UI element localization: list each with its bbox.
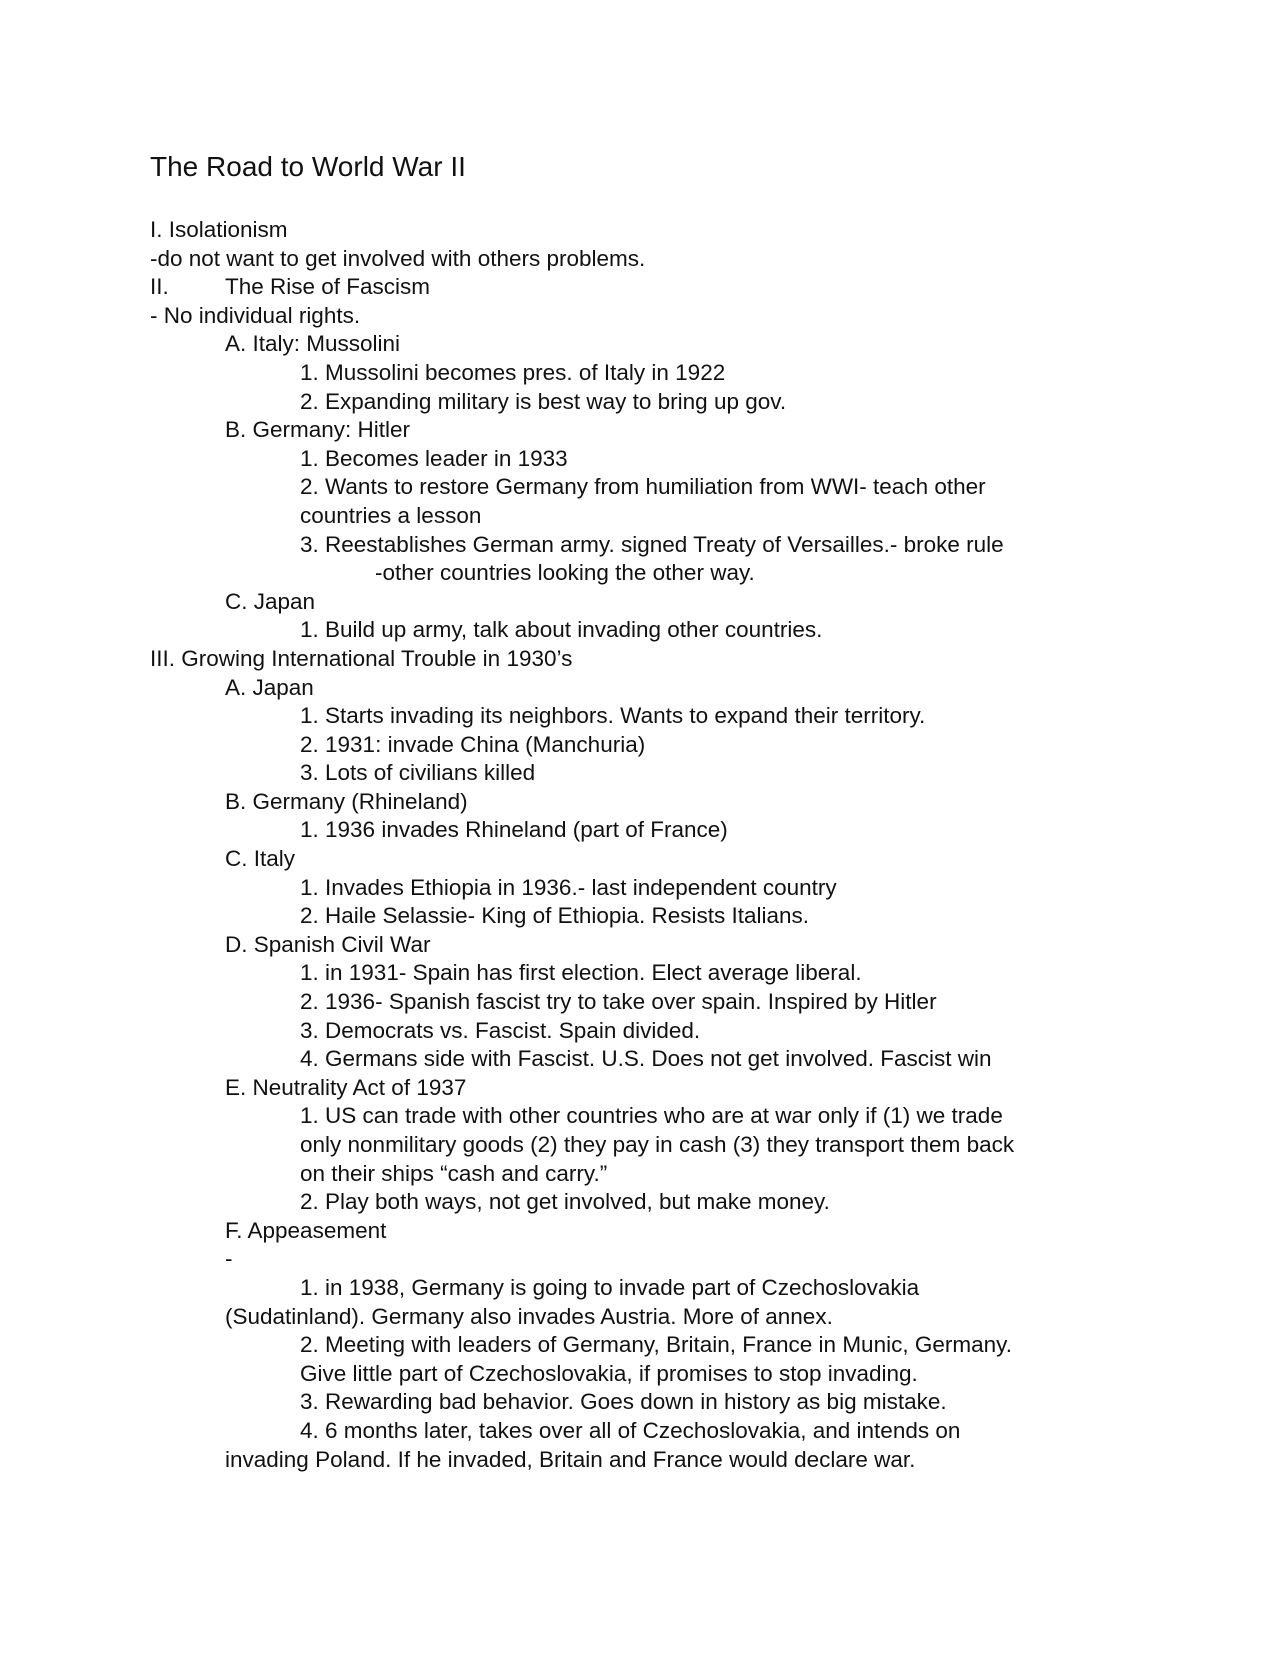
list-item: 1. Build up army, talk about invading other countries. bbox=[300, 617, 823, 643]
list-item-note: -other countries looking the other way. bbox=[375, 560, 755, 586]
list-item: 1. in 1931- Spain has first election. Elect average liberal. bbox=[300, 960, 862, 986]
list-item: 1. Invades Ethiopia in 1936.- last independent country bbox=[300, 874, 837, 900]
list-item: 1. in 1938, Germany is going to invade part of Czechoslovakia bbox=[300, 1274, 920, 1300]
list-item-continuation: on their ships “cash and carry.” bbox=[300, 1160, 608, 1186]
list-item: 1. Starts invading its neighbors. Wants to expand their territory. bbox=[300, 703, 926, 729]
list-item: 1. Mussolini becomes pres. of Italy in 1922 bbox=[300, 359, 726, 385]
section-heading: III. Growing International Trouble in 1930’s bbox=[150, 645, 573, 671]
section-title: The Rise of Fascism bbox=[225, 274, 431, 300]
list-item: 2. 1936- Spanish fascist try to take over spain. Inspired by Hitler bbox=[300, 989, 937, 1015]
document-title: The Road to World War II bbox=[150, 151, 466, 182]
list-item: 2. Wants to restore Germany from humiliation from WWI- teach other bbox=[300, 474, 986, 500]
subsection-heading: D. Spanish Civil War bbox=[225, 931, 431, 957]
list-item: 2. 1931: invade China (Manchuria) bbox=[300, 731, 646, 757]
section-heading: I. Isolationism bbox=[150, 217, 288, 242]
section-number: II. bbox=[150, 274, 169, 300]
subsection-heading: B. Germany: Hitler bbox=[225, 417, 411, 443]
body-line: -do not want to get involved with others problems. bbox=[150, 245, 646, 271]
list-item: 2. Haile Selassie- King of Ethiopia. Resists Italians. bbox=[300, 903, 809, 929]
list-item: 2. Play both ways, not get involved, but make money. bbox=[300, 1189, 830, 1215]
list-item: 4. Germans side with Fascist. U.S. Does not get involved. Fascist win bbox=[300, 1046, 992, 1072]
list-item: 1. 1936 invades Rhineland (part of France) bbox=[300, 817, 728, 843]
list-item: 3. Reestablishes German army. signed Treaty of Versailles.- broke rule bbox=[300, 531, 1004, 557]
subsection-heading: A. Japan bbox=[225, 674, 314, 700]
subsection-heading: A. Italy: Mussolini bbox=[225, 331, 401, 357]
list-item: 1. Becomes leader in 1933 bbox=[300, 445, 568, 471]
list-item-continuation: countries a lesson bbox=[300, 502, 482, 528]
list-item-continuation: Give little part of Czechoslovakia, if promises to stop invading. bbox=[300, 1360, 918, 1386]
list-item: 2. Expanding military is best way to bring up gov. bbox=[300, 388, 787, 414]
list-item: 3. Lots of civilians killed bbox=[300, 760, 536, 786]
list-item: 3. Democrats vs. Fascist. Spain divided. bbox=[300, 1017, 701, 1043]
list-item-continuation: invading Poland. If he invaded, Britain and France would declare war. bbox=[225, 1446, 916, 1472]
list-item-continuation: (Sudatinland). Germany also invades Austria. More of annex. bbox=[225, 1303, 833, 1329]
list-item: 2. Meeting with leaders of Germany, Britain, France in Munic, Germany. bbox=[300, 1332, 1012, 1358]
document-body bbox=[150, 216, 1160, 1474]
body-line: - bbox=[225, 1246, 233, 1272]
body-line: - No individual rights. bbox=[150, 302, 361, 328]
list-item: 4. 6 months later, takes over all of Czechoslovakia, and intends on bbox=[300, 1417, 961, 1443]
subsection-heading: C. Japan bbox=[225, 588, 316, 614]
subsection-heading: F. Appeasement bbox=[225, 1217, 387, 1243]
section-heading bbox=[150, 273, 1160, 302]
subsection-heading: E. Neutrality Act of 1937 bbox=[225, 1074, 467, 1100]
subsection-heading: C. Italy bbox=[225, 846, 296, 872]
subsection-heading: B. Germany (Rhineland) bbox=[225, 788, 468, 814]
list-item: 3. Rewarding bad behavior. Goes down in history as big mistake. bbox=[300, 1389, 947, 1415]
list-item-continuation: only nonmilitary goods (2) they pay in cash (3) they transport them back bbox=[300, 1132, 1015, 1157]
list-item: 1. US can trade with other countries who are at war only if (1) we trade bbox=[300, 1103, 1003, 1129]
